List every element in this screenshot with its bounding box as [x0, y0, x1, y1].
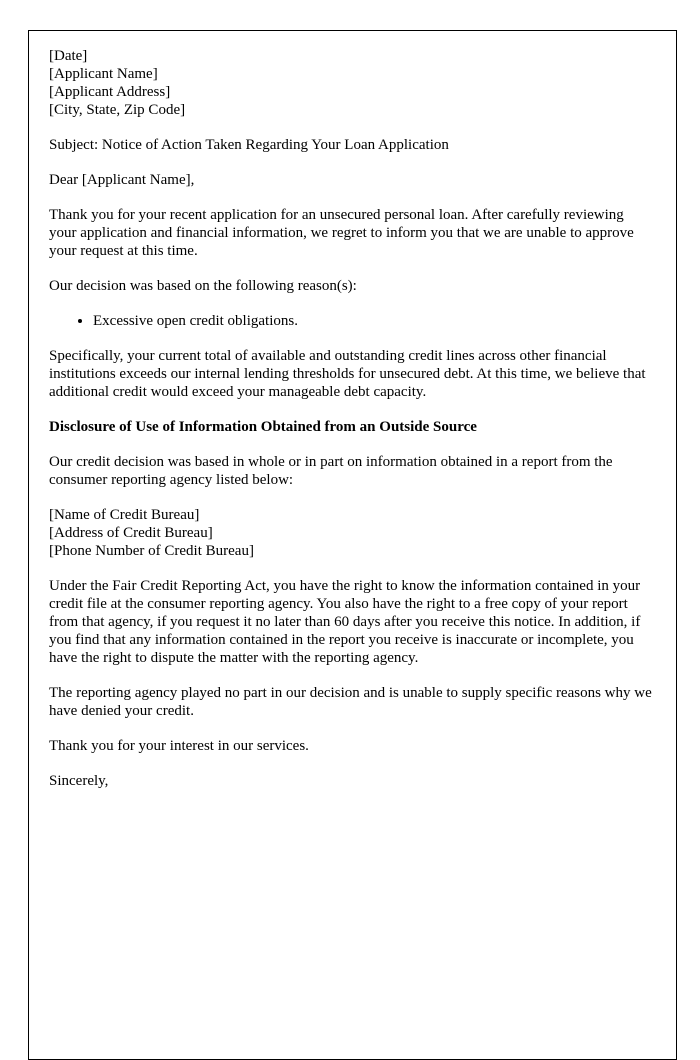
- applicant-name-placeholder: [Applicant Name]: [49, 66, 158, 82]
- intro-paragraph: Thank you for your recent application for an unsecured personal loan. After carefully reviewing your application and financial information, we regret to inform you that we are unable to approve your request at this time.: [49, 207, 634, 259]
- date-placeholder: [Date]: [49, 48, 88, 64]
- bureau-name-placeholder: [Name of Credit Bureau]: [49, 507, 200, 523]
- letter-header-block: [49, 47, 654, 119]
- subject-line: Subject: Notice of Action Taken Regarding Your Loan Application: [49, 137, 449, 153]
- bureau-address-placeholder: [Address of Credit Bureau]: [49, 525, 213, 541]
- reason-list: [49, 312, 654, 330]
- closing: Sincerely,: [49, 773, 109, 789]
- fcra-rights-paragraph: Under the Fair Credit Reporting Act, you have the right to know the information contained in your credit file at the consumer reporting agency. You also have the right to a free copy of your report from that agency, if you request it no later than 60 days after you receive this notice. In addition, if you find that any information contained in the report you receive is inaccurate or incomplete, you have the right to dispute the matter with the reporting agency.: [49, 578, 641, 666]
- agency-role-paragraph: The reporting agency played no part in our decision and is unable to supply specific reasons why we have denied your credit.: [49, 685, 652, 719]
- applicant-address-placeholder: [Applicant Address]: [49, 84, 171, 100]
- applicant-city-state-zip-placeholder: [City, State, Zip Code]: [49, 102, 186, 118]
- disclosure-heading: Disclosure of Use of Information Obtained from an Outside Source: [49, 419, 477, 435]
- reason-item: • Excessive open credit obligations.: [93, 312, 654, 330]
- bureau-phone-placeholder: [Phone Number of Credit Bureau]: [49, 543, 254, 559]
- thanks-paragraph: Thank you for your interest in our services.: [49, 738, 309, 754]
- letter-page: [28, 30, 677, 1060]
- specifics-paragraph: Specifically, your current total of available and outstanding credit lines across other financial institutions exceeds our internal lending thresholds for unsecured debt. At this time, we believe that additional credit would exceed your manageable debt capacity.: [49, 348, 646, 400]
- credit-bureau-block: [49, 506, 654, 560]
- salutation: Dear [Applicant Name],: [49, 172, 195, 188]
- disclosure-lead-paragraph: Our credit decision was based in whole or in part on information obtained in a report from the consumer reporting agency listed below:: [49, 454, 613, 488]
- reason-lead-paragraph: Our decision was based on the following reason(s):: [49, 278, 357, 294]
